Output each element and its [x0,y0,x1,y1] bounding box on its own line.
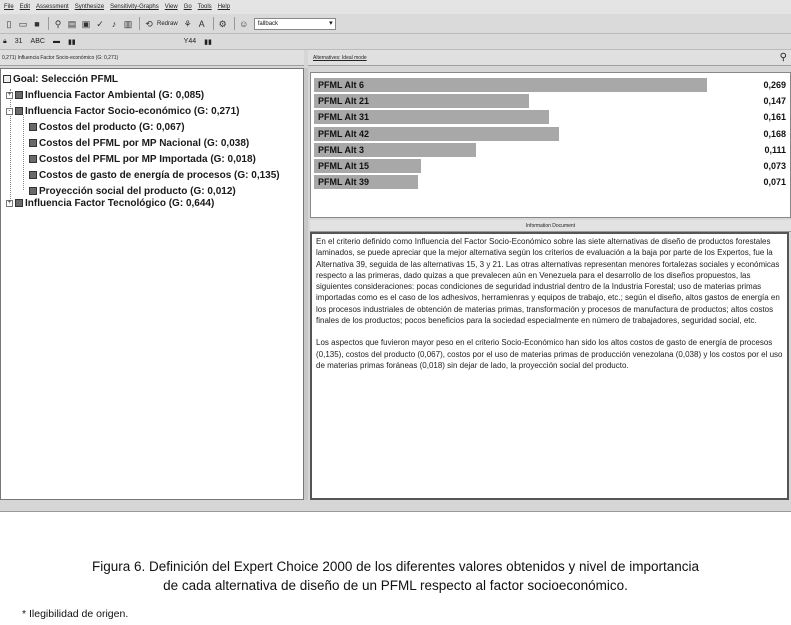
menu-go[interactable]: Go [183,4,192,10]
node-icon [29,187,37,195]
menu-edit[interactable]: Edit [19,4,31,10]
grid-button[interactable]: ▮▮ [204,38,212,46]
tree-node-label: Influencia Factor Socio-económico (G: 0,271) [25,105,240,117]
goal-icon [3,75,11,83]
menu-help[interactable]: Help [217,4,231,10]
collapse-icon[interactable]: - [6,108,13,115]
chevron-down-icon: ▾ [329,19,333,27]
tree-node-costos-mp-importada[interactable] [29,153,256,165]
alternatives-pane [310,72,791,218]
caption-line: Figura 6. Definición del Expert Choice 2000 de los diferentes valores obtenidos y nivel de importancia [91,559,700,574]
menu-bar [0,0,791,14]
node-icon [15,107,23,115]
font-icon[interactable]: A [198,18,205,29]
columns-button[interactable]: ▮▮ [67,38,76,46]
node-icon [29,171,37,179]
abc-button[interactable]: ABC [30,38,45,45]
node-icon [15,91,23,99]
alternative-row[interactable] [314,78,786,92]
info-paragraph: En el criterio definido como Influencia del Factor Socio-Económico sobre las siete alternativas de diseño de productos forestales laminados, se puede apreciar que la mejor alternativa según los criterios de evaluación a la baja por parte de los Expertos, fue la Alternativa 39, seguida de las alternativas 15, 3 y 21. Las otras alternativas representan menores fortalezas sociales y económicas respecto a las primeras, dado quizas a que prevalecen aún en Venezuela para el desarrollo de los diseños propuestos, las siguientes consideraciones: pocas condiciones de seguridad industrial dentro de la Industria Forestal; uso de materias primas importadas como es el caso de los adhesivos, herramienras y equipos de trabajo, etc.; según el diseño, altos gastos de energía en los procesos industriales de obtención de materias primas, transformación y procesos de manufactura de productos; altos costos finales de los productos; pocos beneficios para la sociedad especialmente en número de trabajadores, seguridad social, etc. [316,237,780,326]
alternative-name: PFML Alt 39 [318,177,370,188]
info-paragraph: Los aspectos que fuvieron mayor peso en el criterio Socio-Económico han sido los altos costos de gasto de energía de procesos (0,135), costos del producto (0,067), costos por el uso de materias primas de producción venezolana (0,038) y los costos por el uso de materias primas foráneas (0,018) sin dejar de lado, la proyección social del producto. [316,338,783,370]
tree-node-ambiental[interactable] [6,89,204,101]
new-icon[interactable]: ▯ [6,18,12,29]
lock-icon[interactable]: 🔒︎ [3,37,7,45]
tree-node-label: Costos del PFML por MP Nacional (G: 0,038) [39,137,250,149]
line-button[interactable]: ▬ [52,38,60,45]
user-select[interactable] [254,18,336,30]
tree-node-tecnologico[interactable] [6,197,214,209]
format-toolbar [0,34,791,50]
figure-caption [0,557,791,595]
tree-node-costos-mp-nacional[interactable] [29,137,249,149]
tree-node-label: Influencia Factor Tecnológico (G: 0,644) [25,197,215,209]
tree-node-label: Costos del PFML por MP Importada (G: 0,018) [39,153,256,165]
menu-sensitivity-graphs[interactable]: Sensitivity-Graphs [110,4,159,10]
alternative-name: PFML Alt 6 [318,80,365,90]
pin-icon[interactable]: ⚲ [779,52,787,63]
tree-goal[interactable] [3,73,118,85]
tree-icon[interactable]: ⚘ [183,18,192,29]
alternative-name: PFML Alt 31 [318,112,370,123]
menu-assessment[interactable]: Assessment [36,4,69,10]
alternative-row[interactable] [314,143,786,157]
toolbar-separator [213,17,214,30]
user-select-value: fallback [257,20,279,27]
tree-node-label: Costos de gasto de energía de procesos (G: 0,135) [39,169,280,181]
tree-node-label: Proyección social del producto (G: 0,012) [39,185,236,197]
alternative-row[interactable] [314,94,786,108]
alternative-row[interactable] [314,159,786,173]
node-icon [29,139,37,147]
footnote: * Ilegibilidad de origen. [22,608,129,620]
node-icon [29,123,37,131]
print-icon[interactable]: ▤ [67,18,77,29]
tree-node-label: Influencia Factor Ambiental (G: 0,085) [25,89,205,101]
alternative-row[interactable] [314,127,786,141]
alternative-value: 0,111 [764,144,786,155]
alternative-row[interactable] [314,110,786,124]
expand-icon[interactable]: + [7,199,12,206]
alternative-name: PFML Alt 42 [318,128,370,139]
caption-line: de cada alternativa de diseño de un PFML respecto al factor socioeconómico. [163,578,628,593]
alternative-value: 0,269 [763,80,786,90]
menu-synthesize[interactable]: Synthesize [74,4,105,10]
redraw-label[interactable]: Redraw [157,20,178,27]
alternative-value: 0,071 [763,177,786,188]
alternative-name: PFML Alt 15 [318,161,370,171]
alternative-row[interactable] [314,175,786,189]
link-icon[interactable]: ⚲ [54,18,62,29]
music-icon[interactable]: ♪ [111,18,117,29]
alternatives-status-bar [308,50,791,66]
information-document-editor[interactable] [310,232,789,500]
main-toolbar [0,14,791,34]
tree-node-socioeconomico[interactable] [6,105,240,117]
alternative-value: 0,147 [763,96,786,107]
save-icon[interactable]: ■ [34,18,40,29]
alternative-value: 0,161 [763,112,786,123]
menu-file[interactable]: File [4,4,14,10]
calendar-button[interactable]: 31 [14,38,23,45]
alternative-name: PFML Alt 3 [318,144,365,155]
toolbar-separator [48,17,49,30]
hierarchy-tree-pane [0,68,304,500]
tree-node-label: Costos del producto (G: 0,067) [39,121,185,133]
node-icon [29,155,37,163]
alternative-name: PFML Alt 21 [318,96,370,107]
toolbar-separator [234,17,235,30]
tree-node-costos-energia[interactable] [29,169,280,181]
pane-splitter[interactable] [304,68,308,500]
redraw-icon[interactable]: ⟲ [145,18,153,29]
alternatives-mode-label[interactable]: Alternatives: Ideal mode [313,55,367,61]
alternative-bar [314,78,707,92]
alternative-value: 0,168 [763,128,786,139]
user-icon[interactable]: ☺ [239,18,249,29]
tree-guide-line [23,115,24,190]
preview-icon[interactable]: ▣ [81,18,91,29]
spell-icon[interactable]: ✓ [96,18,104,29]
node-icon [15,199,23,207]
open-icon[interactable]: ▭ [18,18,28,29]
node-status-bar: 0,271) Influencia Factor Socio-económico (G: 0,271) [0,50,304,66]
alternative-value: 0,073 [763,161,786,171]
menu-view[interactable]: View [164,4,178,10]
gear-icon[interactable]: ⚙ [218,18,227,29]
information-document-header: Information Document [310,220,791,232]
menu-tools[interactable]: Tools [197,4,212,10]
tree-node-proyeccion-social[interactable] [29,185,236,197]
toolbar-separator [139,17,140,30]
chart-icon[interactable]: ▥ [123,18,133,29]
tree-goal-label: Goal: Selección PFML [13,73,119,85]
y-button[interactable]: Y44 [183,38,197,45]
tree-node-costos-producto[interactable] [29,121,185,133]
expand-icon[interactable]: + [7,91,12,98]
